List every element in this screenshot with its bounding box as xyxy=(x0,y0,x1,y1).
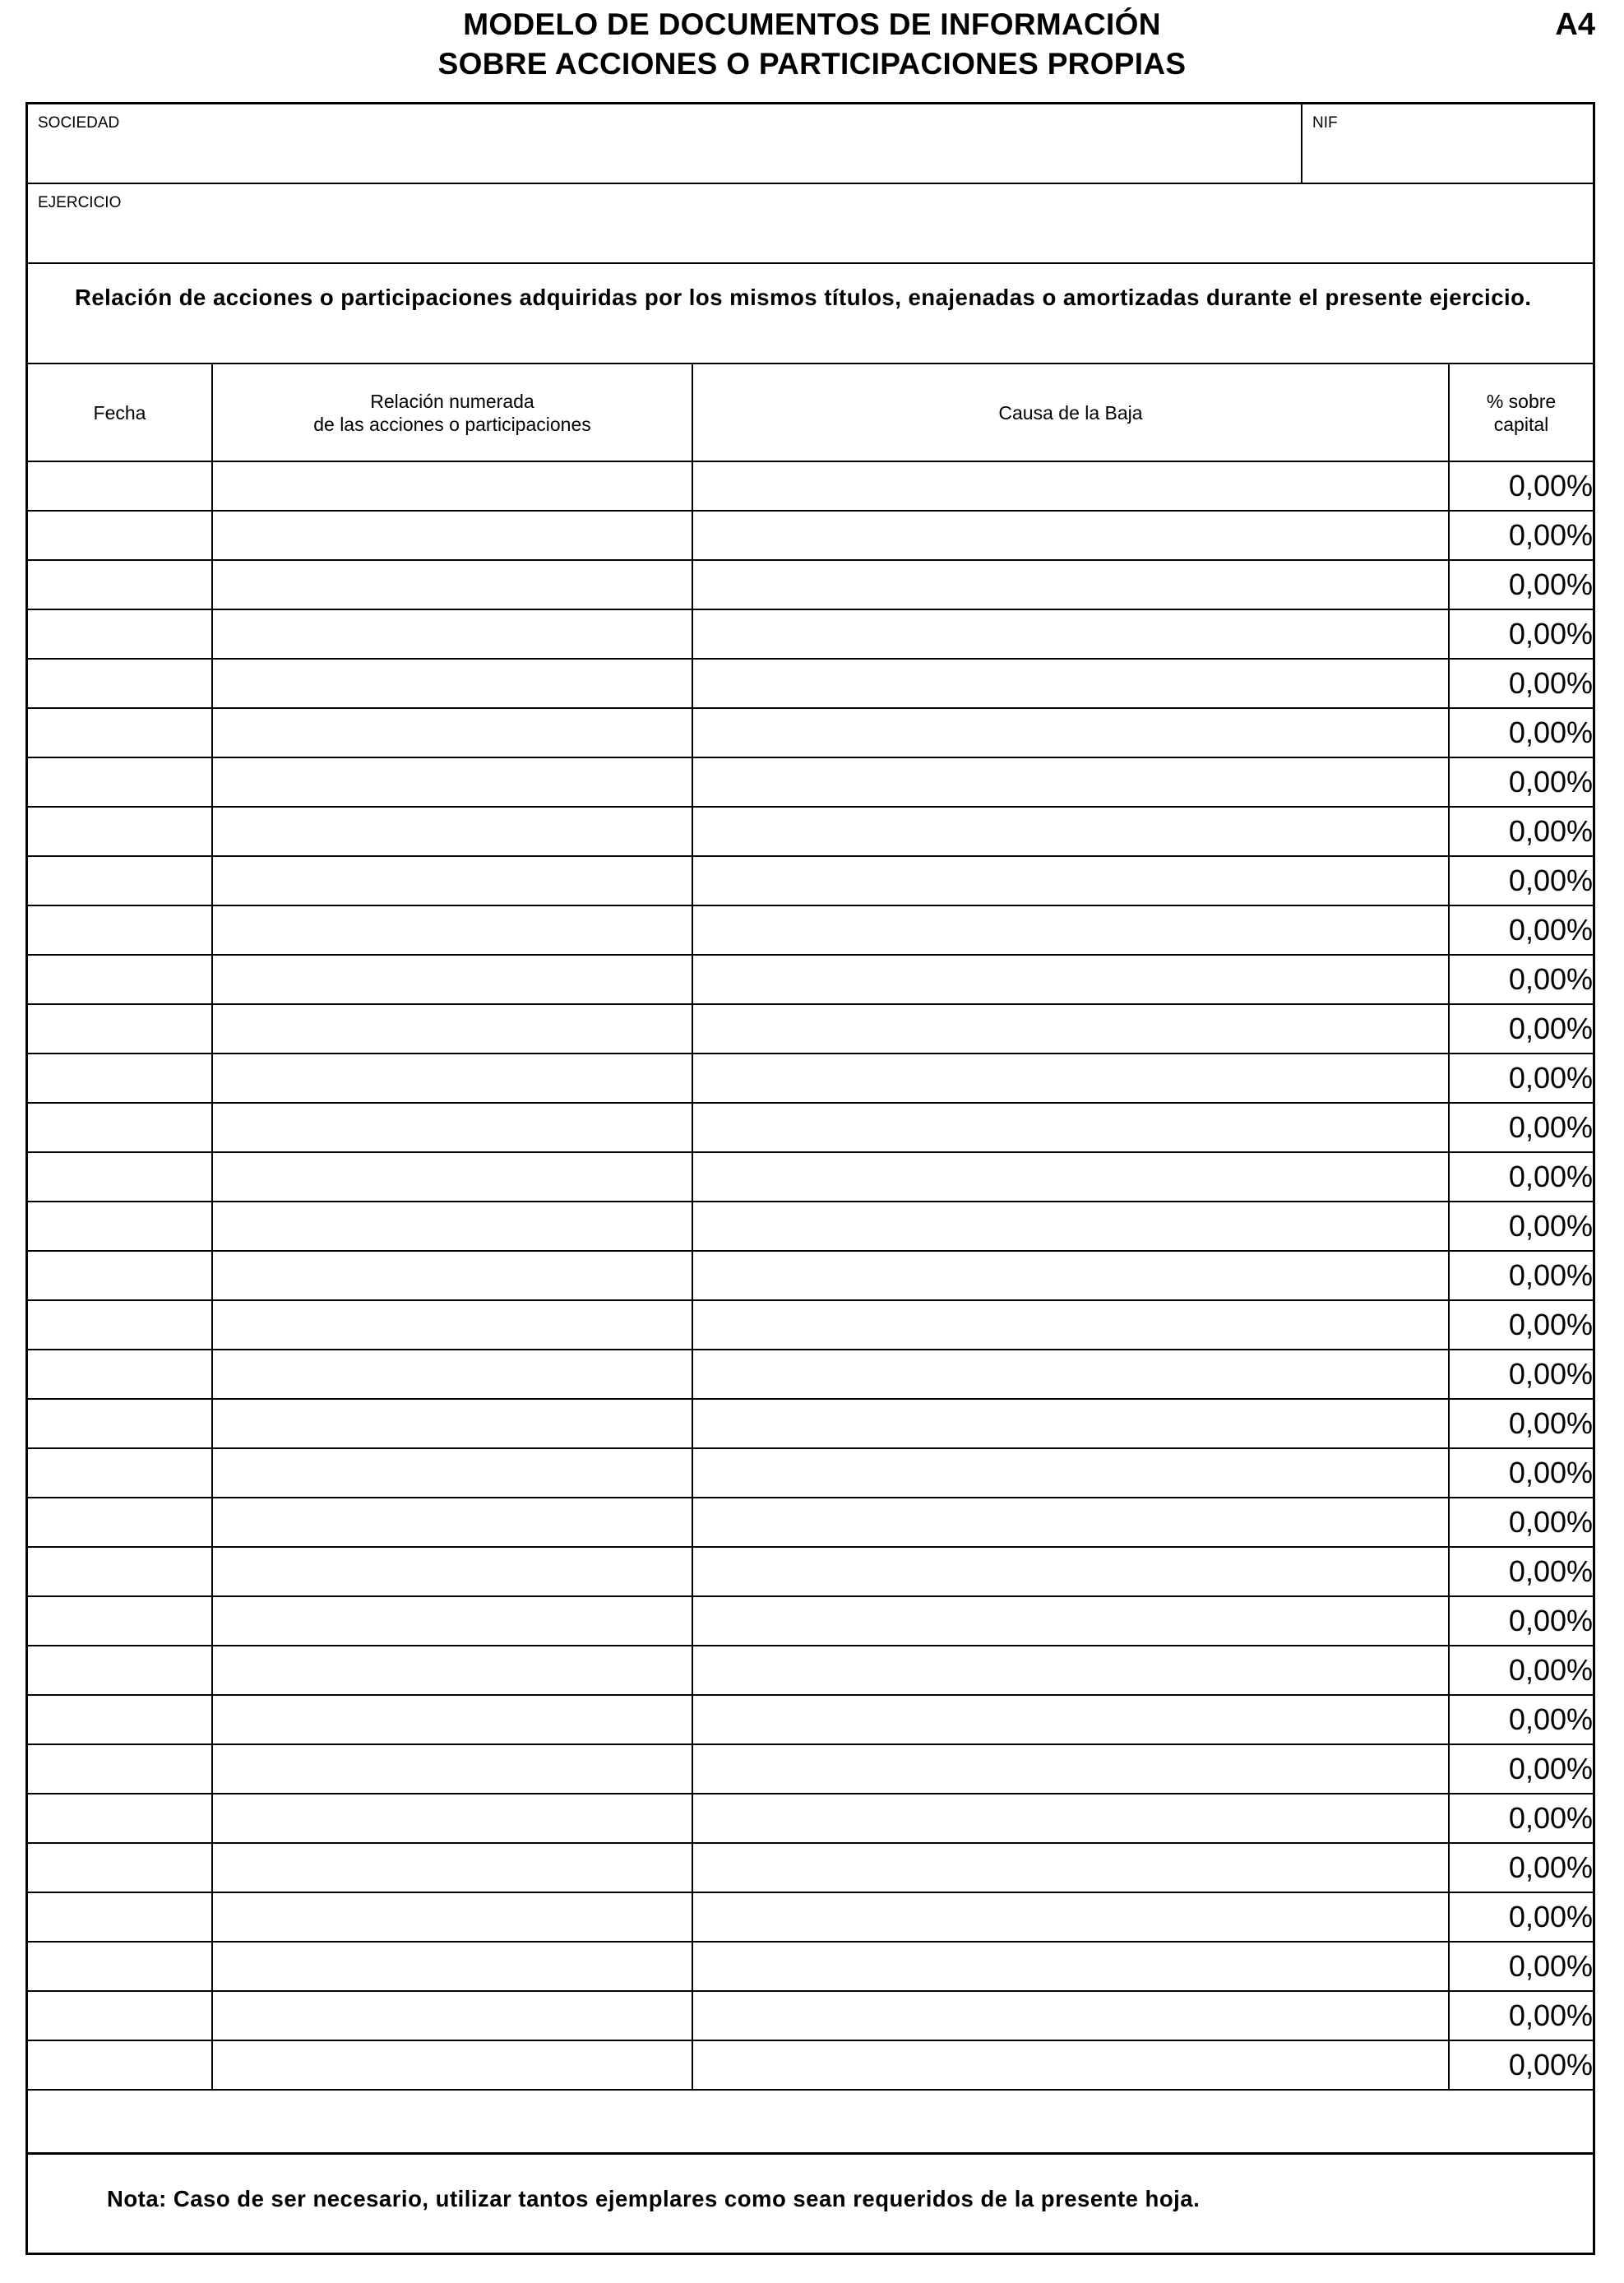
column-header-causa xyxy=(692,364,1449,461)
pct-cell: 0,00% xyxy=(1449,1350,1593,1399)
causa-cell[interactable] xyxy=(692,1448,1449,1498)
relacion-cell[interactable] xyxy=(212,757,692,807)
causa-cell[interactable] xyxy=(692,807,1449,856)
table-row xyxy=(28,1399,1593,1448)
fecha-cell[interactable] xyxy=(28,1054,212,1103)
pct-cell: 0,00% xyxy=(1449,560,1593,609)
fecha-cell[interactable] xyxy=(28,1251,212,1300)
pct-header-line-2: capital xyxy=(1493,413,1549,435)
causa-cell[interactable] xyxy=(692,856,1449,905)
table-row xyxy=(28,1152,1593,1202)
causa-cell[interactable] xyxy=(692,1350,1449,1399)
fecha-cell[interactable] xyxy=(28,856,212,905)
fecha-cell[interactable] xyxy=(28,560,212,609)
fecha-header-text: Fecha xyxy=(93,401,146,424)
relacion-cell[interactable] xyxy=(212,1350,692,1399)
relacion-cell[interactable] xyxy=(212,955,692,1004)
table-row xyxy=(28,1596,1593,1646)
relacion-cell[interactable] xyxy=(212,1547,692,1596)
fecha-cell[interactable] xyxy=(28,1103,212,1152)
column-header-pct xyxy=(1449,364,1593,461)
table-row xyxy=(28,1892,1593,1942)
table-row xyxy=(28,1498,1593,1547)
pct-cell: 0,00% xyxy=(1449,511,1593,560)
title-line-1: MODELO DE DOCUMENTOS DE INFORMACIÓN xyxy=(463,7,1161,41)
relacion-cell[interactable] xyxy=(212,1596,692,1646)
causa-cell[interactable] xyxy=(692,1300,1449,1350)
fecha-cell[interactable] xyxy=(28,1744,212,1794)
table-row xyxy=(28,1646,1593,1695)
column-header-fecha xyxy=(28,364,212,461)
pct-cell: 0,00% xyxy=(1449,807,1593,856)
relacion-cell[interactable] xyxy=(212,511,692,560)
causa-cell[interactable] xyxy=(692,1596,1449,1646)
relacion-cell[interactable] xyxy=(212,1054,692,1103)
fecha-cell[interactable] xyxy=(28,807,212,856)
causa-cell[interactable] xyxy=(692,1991,1449,2040)
relacion-cell[interactable] xyxy=(212,1794,692,1843)
table-row xyxy=(28,1547,1593,1596)
table-row xyxy=(28,757,1593,807)
fecha-cell[interactable] xyxy=(28,1448,212,1498)
pct-cell: 0,00% xyxy=(1449,1646,1593,1695)
pct-cell: 0,00% xyxy=(1449,461,1593,511)
ejercicio-label: EJERCICIO xyxy=(38,194,122,211)
relacion-cell[interactable] xyxy=(212,1103,692,1152)
relacion-cell[interactable] xyxy=(212,1202,692,1251)
intro-text: Relación de acciones o participaciones adquiridas por los mismos títulos, enajenadas o amortizadas durante el presente ejercicio. xyxy=(75,285,1532,310)
causa-cell[interactable] xyxy=(692,1744,1449,1794)
pct-cell: 0,00% xyxy=(1449,856,1593,905)
fecha-cell[interactable] xyxy=(28,1596,212,1646)
nif-label: NIF xyxy=(1312,114,1338,132)
intro-section xyxy=(28,264,1593,364)
fecha-cell[interactable] xyxy=(28,609,212,659)
relacion-cell[interactable] xyxy=(212,1843,692,1892)
fecha-cell[interactable] xyxy=(28,955,212,1004)
table-row xyxy=(28,1744,1593,1794)
causa-cell[interactable] xyxy=(692,560,1449,609)
fecha-cell[interactable] xyxy=(28,1202,212,1251)
fecha-cell[interactable] xyxy=(28,1300,212,1350)
pct-cell: 0,00% xyxy=(1449,1152,1593,1202)
pct-cell: 0,00% xyxy=(1449,1547,1593,1596)
relacion-cell[interactable] xyxy=(212,1152,692,1202)
fecha-cell[interactable] xyxy=(28,1152,212,1202)
table-row xyxy=(28,1350,1593,1399)
nif-field[interactable] xyxy=(1302,104,1593,183)
relacion-cell[interactable] xyxy=(212,1695,692,1744)
table-row xyxy=(28,461,1593,511)
pct-cell: 0,00% xyxy=(1449,1251,1593,1300)
fecha-cell[interactable] xyxy=(28,1399,212,1448)
relacion-cell[interactable] xyxy=(212,856,692,905)
table-row xyxy=(28,1300,1593,1350)
pct-cell: 0,00% xyxy=(1449,1596,1593,1646)
shares-table xyxy=(28,364,1593,2091)
table-row xyxy=(28,609,1593,659)
table-row xyxy=(28,1695,1593,1744)
pct-cell: 0,00% xyxy=(1449,905,1593,955)
table-row xyxy=(28,1251,1593,1300)
table-row xyxy=(28,1794,1593,1843)
fecha-cell[interactable] xyxy=(28,659,212,708)
relacion-cell[interactable] xyxy=(212,609,692,659)
causa-cell[interactable] xyxy=(692,1942,1449,1991)
ejercicio-field[interactable] xyxy=(28,184,1593,264)
causa-cell[interactable] xyxy=(692,1202,1449,1251)
fecha-cell[interactable] xyxy=(28,1498,212,1547)
relacion-cell[interactable] xyxy=(212,461,692,511)
pct-cell: 0,00% xyxy=(1449,1942,1593,1991)
fecha-cell[interactable] xyxy=(28,1695,212,1744)
table-row xyxy=(28,1004,1593,1054)
sociedad-label: SOCIEDAD xyxy=(38,114,120,132)
causa-cell[interactable] xyxy=(692,757,1449,807)
pct-cell: 0,00% xyxy=(1449,1103,1593,1152)
relacion-cell[interactable] xyxy=(212,1300,692,1350)
relacion-cell[interactable] xyxy=(212,905,692,955)
causa-cell[interactable] xyxy=(692,2040,1449,2090)
relacion-cell[interactable] xyxy=(212,1498,692,1547)
relacion-cell[interactable] xyxy=(212,2040,692,2090)
table-row xyxy=(28,659,1593,708)
pct-cell: 0,00% xyxy=(1449,1054,1593,1103)
causa-cell[interactable] xyxy=(692,1646,1449,1695)
fecha-cell[interactable] xyxy=(28,1547,212,1596)
sociedad-field[interactable] xyxy=(28,104,1302,183)
fecha-cell[interactable] xyxy=(28,757,212,807)
table-header-row xyxy=(28,364,1593,461)
relacion-cell[interactable] xyxy=(212,708,692,757)
causa-cell[interactable] xyxy=(692,1892,1449,1942)
causa-cell[interactable] xyxy=(692,708,1449,757)
causa-cell[interactable] xyxy=(692,1004,1449,1054)
relacion-cell[interactable] xyxy=(212,1991,692,2040)
note-text: Nota: Caso de ser necesario, utilizar tantos ejemplares como sean requeridos de la presente hoja. xyxy=(107,2186,1201,2211)
table-row xyxy=(28,807,1593,856)
fecha-cell[interactable] xyxy=(28,511,212,560)
causa-cell[interactable] xyxy=(692,1794,1449,1843)
fecha-cell[interactable] xyxy=(28,2040,212,2090)
causa-cell[interactable] xyxy=(692,1399,1449,1448)
fecha-cell[interactable] xyxy=(28,1843,212,1892)
causa-cell[interactable] xyxy=(692,1251,1449,1300)
pct-cell: 0,00% xyxy=(1449,1004,1593,1054)
pct-cell: 0,00% xyxy=(1449,1991,1593,2040)
table-row xyxy=(28,2040,1593,2090)
causa-cell[interactable] xyxy=(692,1695,1449,1744)
form-code: A4 xyxy=(1555,7,1595,42)
pct-cell: 0,00% xyxy=(1449,1892,1593,1942)
causa-cell[interactable] xyxy=(692,461,1449,511)
relacion-header-line-2: de las acciones o participaciones xyxy=(313,413,591,435)
table-row xyxy=(28,1991,1593,2040)
causa-cell[interactable] xyxy=(692,1547,1449,1596)
sociedad-nif-row xyxy=(28,104,1593,184)
table-row xyxy=(28,1103,1593,1152)
pct-header-line-1: % sobre xyxy=(1486,390,1557,412)
causa-cell[interactable] xyxy=(692,905,1449,955)
table-row xyxy=(28,1054,1593,1103)
pct-cell: 0,00% xyxy=(1449,2040,1593,2090)
causa-cell[interactable] xyxy=(692,1054,1449,1103)
document-title xyxy=(0,5,1624,84)
relacion-cell[interactable] xyxy=(212,1004,692,1054)
fecha-cell[interactable] xyxy=(28,1004,212,1054)
fecha-cell[interactable] xyxy=(28,1646,212,1695)
relacion-cell[interactable] xyxy=(212,1942,692,1991)
pct-cell: 0,00% xyxy=(1449,1695,1593,1744)
table-row xyxy=(28,1448,1593,1498)
table-row xyxy=(28,1843,1593,1892)
pct-cell: 0,00% xyxy=(1449,955,1593,1004)
fecha-cell[interactable] xyxy=(28,1350,212,1399)
table-row xyxy=(28,511,1593,560)
relacion-cell[interactable] xyxy=(212,1251,692,1300)
relacion-cell[interactable] xyxy=(212,1646,692,1695)
causa-cell[interactable] xyxy=(692,1103,1449,1152)
causa-cell[interactable] xyxy=(692,659,1449,708)
title-line-2: SOBRE ACCIONES O PARTICIPACIONES PROPIAS xyxy=(437,47,1187,81)
table-row xyxy=(28,856,1593,905)
fecha-cell[interactable] xyxy=(28,461,212,511)
fecha-cell[interactable] xyxy=(28,1892,212,1942)
relacion-cell[interactable] xyxy=(212,1448,692,1498)
fecha-cell[interactable] xyxy=(28,708,212,757)
relacion-header-line-1: Relación numerada xyxy=(370,390,534,412)
relacion-cell[interactable] xyxy=(212,560,692,609)
pct-cell: 0,00% xyxy=(1449,1843,1593,1892)
causa-cell[interactable] xyxy=(692,1843,1449,1892)
note-section xyxy=(28,2152,1593,2253)
causa-header-text: Causa de la Baja xyxy=(998,401,1143,424)
pct-cell: 0,00% xyxy=(1449,1448,1593,1498)
relacion-cell[interactable] xyxy=(212,659,692,708)
fecha-cell[interactable] xyxy=(28,1991,212,2040)
table-row xyxy=(28,560,1593,609)
pct-cell: 0,00% xyxy=(1449,609,1593,659)
table-row xyxy=(28,708,1593,757)
pct-cell: 0,00% xyxy=(1449,1744,1593,1794)
causa-cell[interactable] xyxy=(692,511,1449,560)
fecha-cell[interactable] xyxy=(28,1942,212,1991)
relacion-cell[interactable] xyxy=(212,1399,692,1448)
table-row xyxy=(28,905,1593,955)
causa-cell[interactable] xyxy=(692,609,1449,659)
table-row xyxy=(28,1202,1593,1251)
pct-cell: 0,00% xyxy=(1449,1498,1593,1547)
causa-cell[interactable] xyxy=(692,955,1449,1004)
document-header xyxy=(0,0,1624,102)
pct-cell: 0,00% xyxy=(1449,708,1593,757)
column-header-relacion xyxy=(212,364,692,461)
table-row xyxy=(28,1942,1593,1991)
fecha-cell[interactable] xyxy=(28,1794,212,1843)
form-frame xyxy=(25,102,1595,2255)
causa-cell[interactable] xyxy=(692,1498,1449,1547)
relacion-cell[interactable] xyxy=(212,1744,692,1794)
pct-cell: 0,00% xyxy=(1449,1202,1593,1251)
table-row xyxy=(28,955,1593,1004)
relacion-cell[interactable] xyxy=(212,807,692,856)
fecha-cell[interactable] xyxy=(28,905,212,955)
pct-cell: 0,00% xyxy=(1449,1794,1593,1843)
table-body xyxy=(28,461,1593,2090)
relacion-cell[interactable] xyxy=(212,1892,692,1942)
pct-cell: 0,00% xyxy=(1449,659,1593,708)
pct-cell: 0,00% xyxy=(1449,1399,1593,1448)
causa-cell[interactable] xyxy=(692,1152,1449,1202)
pct-cell: 0,00% xyxy=(1449,1300,1593,1350)
pct-cell: 0,00% xyxy=(1449,757,1593,807)
